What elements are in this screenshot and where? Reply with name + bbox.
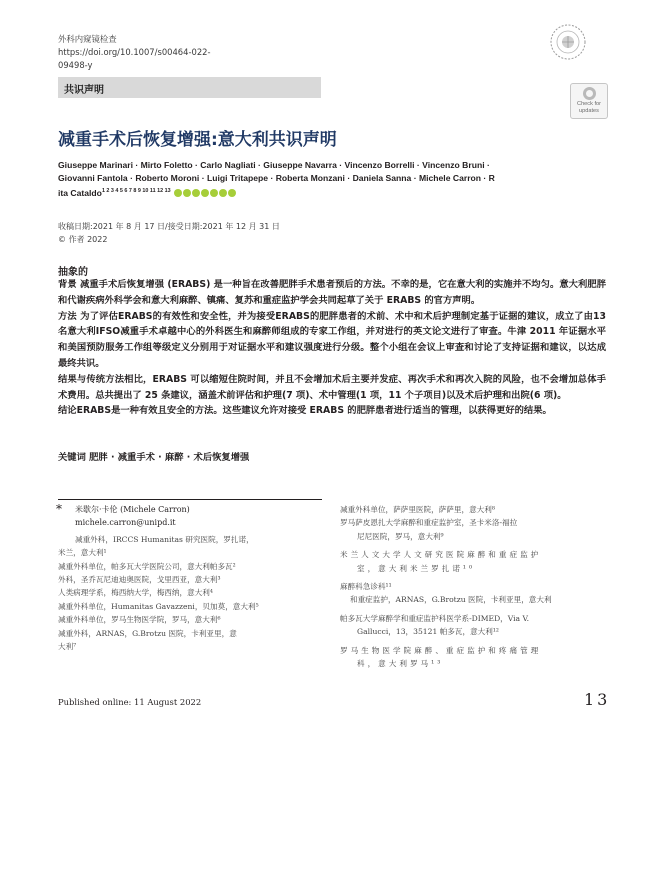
author-list [58,159,558,200]
corresponding-email[interactable]: michele.carron@unipd.it [75,518,176,528]
orcid-icon[interactable] [183,189,191,197]
orcid-icon[interactable] [219,189,227,197]
affiliation-line: 外科，圣乔瓦尼迪迪奥医院，戈里西亚，意大利³ [58,575,221,585]
abstract-methods: 方法 为了评估ERABS的有效性和安全性，并为接受ERABS的肥胖患者的术前、术中和术后护理制定基于证据的建议，成立了由13名意大利IFSO减重手术卓越中心的外科医生和麻醉师组成的专家工作组，并对进行的英文论文进行了审查。牛津 2011 年证据水平和美国预防服务工作组等级定义分别用于对证据水平和建议强度进行分级。整个小组在会议上审查和讨论了支持证据和建议，以达成最终共识。 [58,310,606,369]
affiliation-line: 大利⁷ [58,642,77,652]
affiliation-line: 尼尼医院，罗马，意大利⁹ [357,531,444,541]
check-updates-line1: Check for [577,101,601,107]
journal-header [58,33,211,72]
affiliation-line: 米兰，意大利¹ [58,548,107,558]
abstract-background: 背景 减重手术后恢复增强 (ERABS) 是一种旨在改善肥胖手术患者预后的方法。不幸的是，它在意大利的实施并不均匀。意大利肥胖和代谢疾病外科学会和意大利麻醉、镇痛、复苏和重症监护学会共同起草了关于 ERABS 的官方声明。 [58,279,606,306]
published-online: Published online: 11 August 2022 [58,697,202,707]
society-seal-icon [548,22,588,62]
affiliations-left [58,503,328,653]
orcid-icon[interactable] [192,189,200,197]
check-updates-line2: updates [579,108,599,114]
abstract-body [58,277,606,419]
affiliation-line: 帕多瓦大学麻醉学和重症监护科医学系-DIMED，Via V. [340,613,530,623]
correspondence-star: * [56,502,62,516]
author-line-3: ita Cataldo [58,187,102,198]
orcid-icon[interactable] [201,189,209,197]
footnote-divider [58,499,322,500]
affiliation-line: 减重外科，IRCCS Humanitas 研究医院，罗扎诺， [75,534,254,544]
affiliation-line: 罗马萨皮恩扎大学麻醉和重症监护室，圣卡米洛-福拉 [340,518,518,528]
abstract-conclusions: 结论ERABS是一种有效且安全的方法。这些建议允许对接受 ERABS 的肥胖患者进行适当的管理，以获得更好的结果。 [58,405,552,417]
affiliations-right [340,503,610,670]
article-dates [58,220,280,246]
affiliation-line: 麻醉科急诊科¹¹ [340,582,392,592]
author-line-1: Giuseppe Marinari · Mirto Foletto · Carlo Nagliati · Giuseppe Navarra · Vincenzo Borrelli · Vincenzo Bruni · [58,160,490,170]
affiliation-line: 米兰人文大学人文研究医院麻醉和重症监护 [340,550,542,560]
affiliation-line: 减重外科单位，Humanitas Gavazzeni，贝加莫，意大利⁵ [58,601,259,611]
copyright-line: © 作者 2022 [58,235,108,244]
affiliation-line: 室，意大利米兰罗扎诺¹⁰ [357,563,476,573]
corresponding-author: 米歇尔·卡伦 (Michele Carron) [75,505,190,514]
correspondence-block [58,503,328,530]
author-line-2: Giovanni Fantola · Roberto Moroni · Luigi Tritapepe · Roberta Monzani · Daniela Sanna · Michele Carron · R [58,173,495,183]
affiliation-line: 和重症监护，ARNAS，G.Brotzu 医院，卡利亚里，意大利 [350,595,552,605]
affiliation-line: 减重外科单位，帕多瓦大学医院公司，意大利帕多瓦² [58,561,236,571]
affiliation-line: 减重外科，ARNAS，G.Brotzu 医院，卡利亚里，意 [58,628,237,638]
paper-title: 减重手术后恢复增强:意大利共识声明 [58,130,337,150]
doi-link-cont[interactable]: 09498-y [58,60,93,70]
received-accepted-dates: 收稿日期:2021 年 8 月 17 日/接受日期:2021 年 12 月 31 日 [58,222,280,231]
affiliation-line: 罗马生物医学院麻醉、重症监护和疼痛管理 [340,645,542,655]
section-label-bar [58,77,321,98]
keywords: 关键词 肥胖 · 减重手术 · 麻醉 · 术后恢复增强 [58,452,250,463]
update-check-icon [583,87,596,100]
orcid-icon[interactable] [174,189,182,197]
abstract-heading: 抽象的 [58,267,88,278]
abstract-results: 结果与传统方法相比，ERABS 可以缩短住院时间，并且不会增加术后主要并发症、再次手术和再次入院的风险，也不会增加总体手术费用。总共提出了 25 条建议，涵盖术前评估和护理(7 项)、术中管理(1 项，11 个子项目)以及术后护理和出院(6 项)。 [58,373,606,401]
author-superscripts: 1 2 3 4 5 6 7 8 9 10 11 12 13 [101,188,171,194]
affiliation-list-left [58,533,328,654]
journal-page-marker: 13 [584,690,611,709]
affiliation-line: 减重外科单位，罗马生物医学院，罗马，意大利⁶ [58,615,221,625]
affiliation-line: 科，意大利罗马¹³ [357,659,444,669]
affiliation-line: 减重外科单位，萨萨里医院，萨萨里，意大利⁸ [340,505,495,514]
orcid-icons [173,188,236,198]
check-for-updates-button[interactable] [570,83,608,119]
affiliation-line: Gallucci，13，35121 帕多瓦，意大利¹² [357,627,499,637]
journal-name: 外科内窥镜检查 [58,34,117,44]
affiliation-list-right [340,503,610,670]
doi-link[interactable]: https://doi.org/10.1007/s00464-022- [58,47,211,57]
orcid-icon[interactable] [228,189,236,197]
section-label: 共识声明 [64,85,104,96]
orcid-icon[interactable] [210,189,218,197]
affiliation-line: 人类病理学系，梅西纳大学，梅西纳，意大利⁴ [58,588,213,598]
